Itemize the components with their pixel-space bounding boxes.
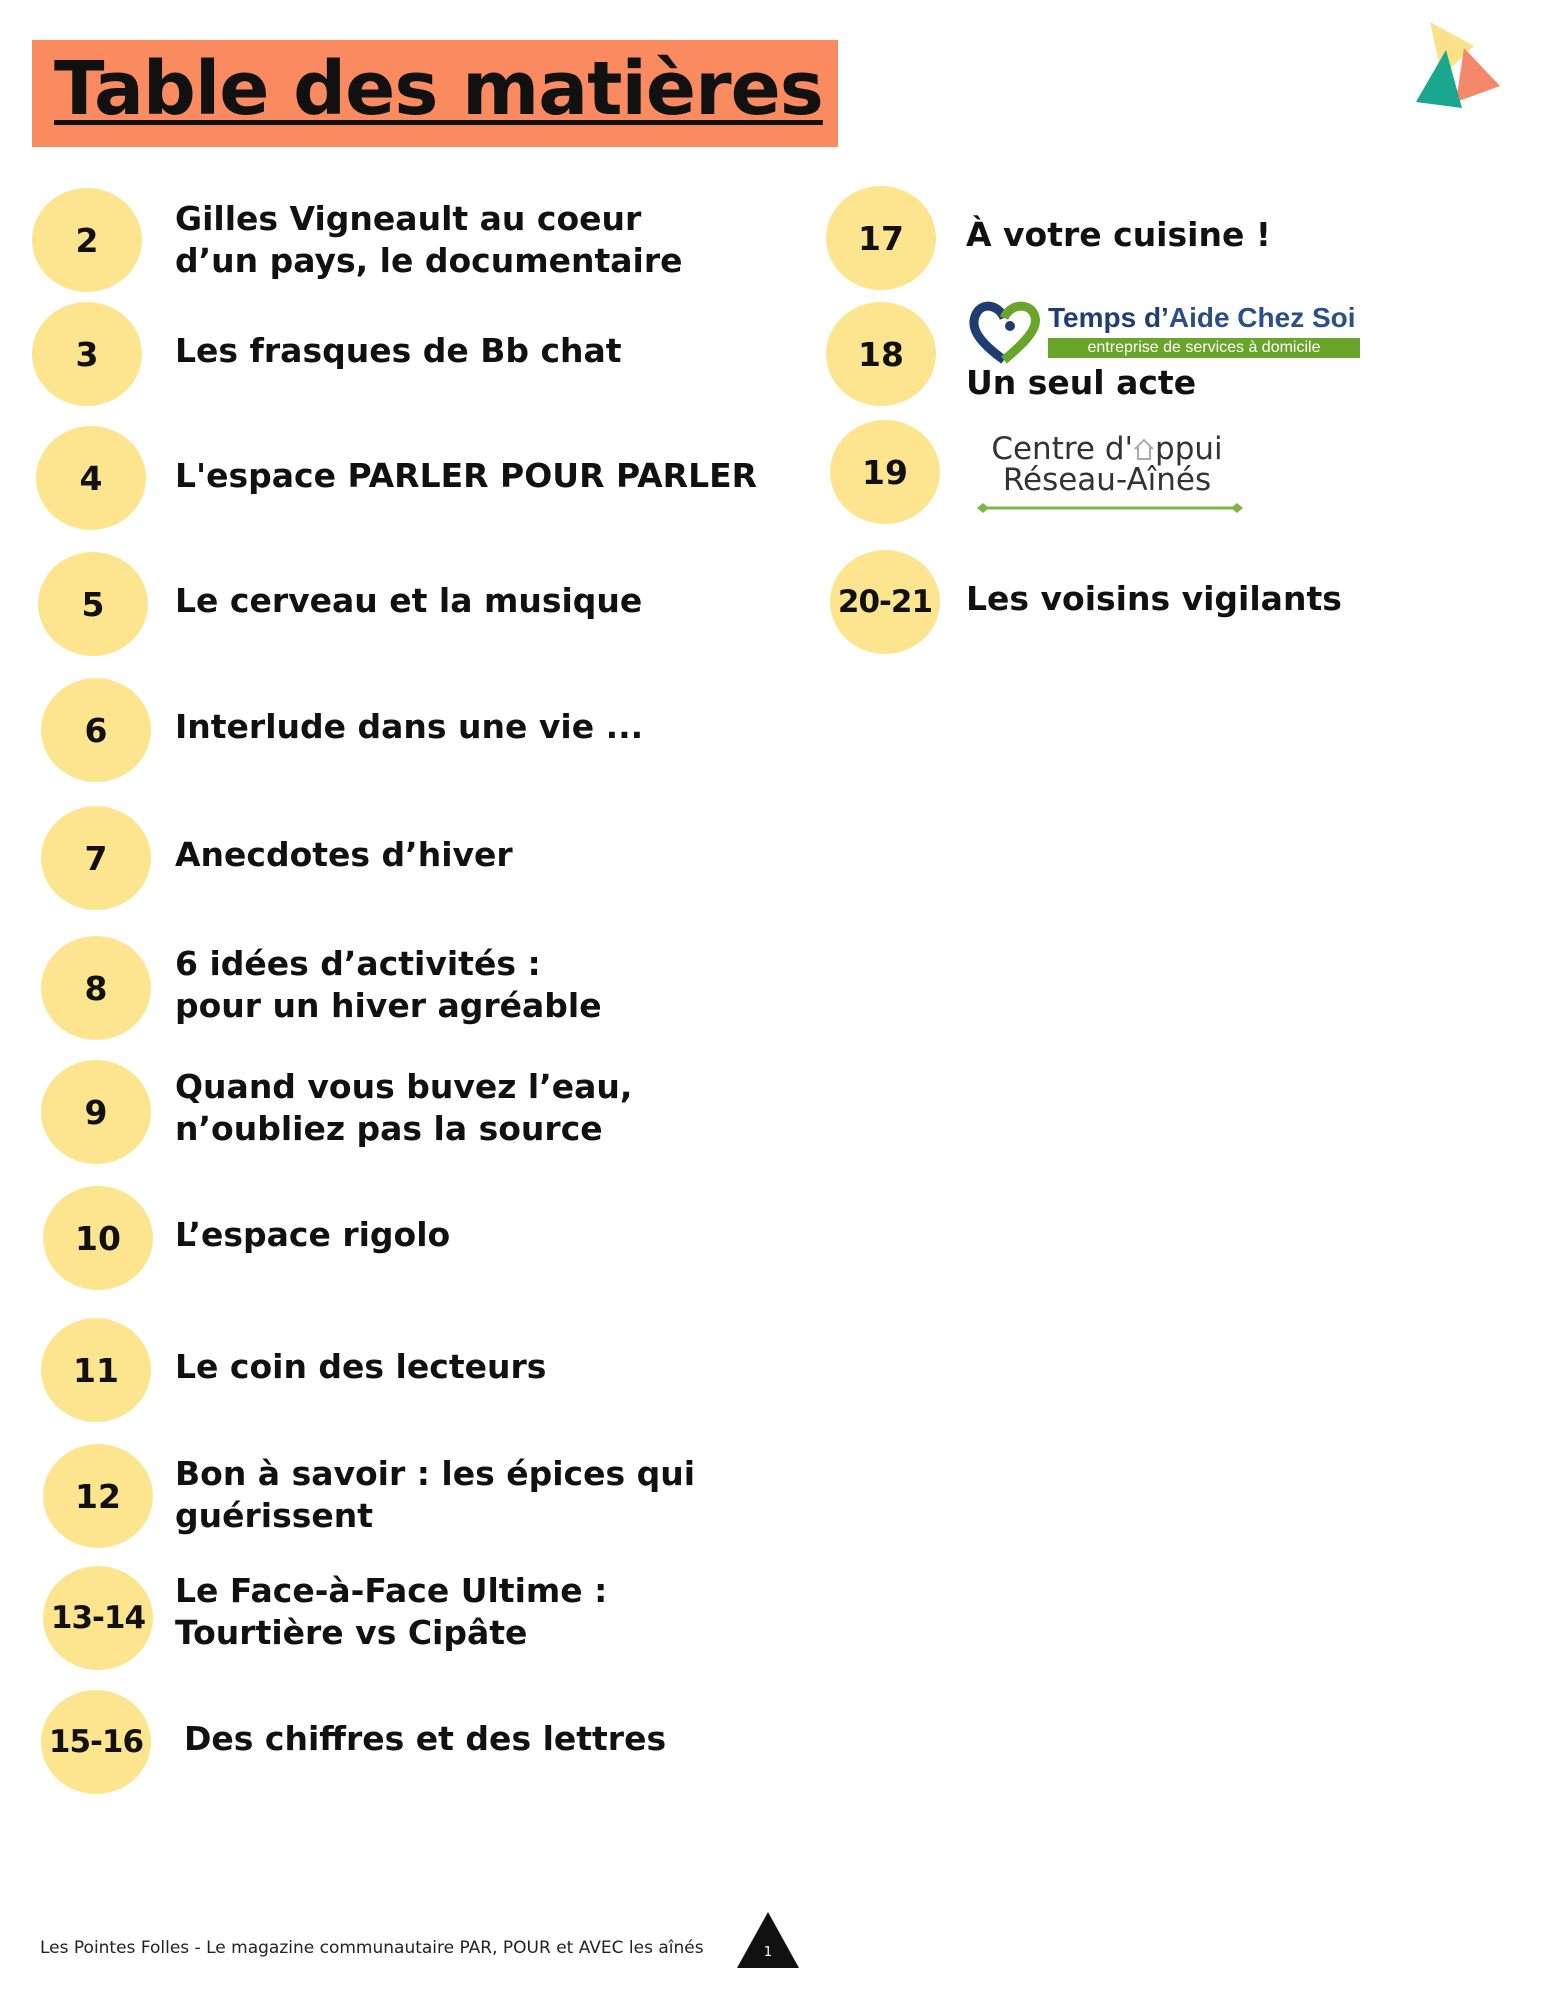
page-number-badge: 9 [41,1060,151,1164]
toc-entry-title [966,362,1196,404]
toc-entry-title [966,214,1271,256]
page-number-badge: 15-16 [41,1690,151,1794]
toc-entry-title [966,578,1342,620]
centre-underline [975,498,1255,518]
toc-entry-title-line: Un seul acte [966,363,1197,402]
toc-entry-title-line: Des chiffres et des lettres [184,1719,667,1758]
title-banner [32,40,838,147]
page-number-badge: 7 [41,806,151,910]
toc-entry-title [175,706,643,748]
toc-entry-title [175,198,683,282]
page-number-badge: 10 [43,1186,153,1290]
page-number-badge: 20-21 [830,550,940,654]
toc-entry-title-line: 6 idées d’activités : [175,944,541,983]
toc-entry-title-line: Tourtière vs Cipâte [175,1613,528,1652]
page-number-badge: 8 [41,936,151,1040]
toc-entry-title-line: guérissent [175,1496,374,1535]
page-number-badge: 13-14 [43,1566,153,1670]
toc-entry-title-line: pour un hiver agréable [175,986,602,1025]
toc-entry-title [175,1453,695,1537]
toc-entry-title-line: Gilles Vigneault au coeur [175,199,642,238]
tacs-tagline: entreprise de services à domicile [1048,338,1360,358]
toc-entry-title-line: L'espace PARLER POUR PARLER [175,456,758,495]
toc-entry-title [175,580,642,622]
page-number-badge: 17 [826,186,936,290]
centre-line1b: ppui [1155,431,1223,467]
page-number-badge: 11 [41,1318,151,1422]
footer-text: Les Pointes Folles - Le magazine communautaire PAR, POUR et AVEC les aînés [40,1938,704,1958]
page-title: Table des matières [54,46,823,132]
page-number-badge: 6 [41,678,151,782]
toc-entry-title-line: À votre cuisine ! [966,215,1271,254]
toc-entry-title [175,455,757,497]
page-number: 1 [763,1945,773,1960]
toc-entry-title-line: Le Face-à-Face Ultime : [175,1571,608,1610]
toc-entry-title [175,330,622,372]
page-number-badge: 5 [38,552,148,656]
tacs-name-rest: Aide Chez Soi [1168,302,1356,333]
toc-entry-title-line: d’un pays, le documentaire [175,241,683,280]
toc-entry-title-line: Anecdotes d’hiver [175,835,513,874]
toc-entry-title [175,1066,632,1150]
heart-icon [968,298,1040,364]
centre-appui-logo [975,431,1255,522]
page-number-badge: 12 [43,1444,153,1548]
page-number-badge: 18 [826,302,936,406]
toc-entry-title [175,834,513,876]
temps-aide-chez-soi-logo [968,298,1370,364]
page-number-badge: 2 [32,188,142,292]
toc-entry-title-line: Le coin des lecteurs [175,1347,547,1386]
toc-entry-title-line: Bon à savoir : les épices qui [175,1454,696,1493]
toc-entry-title-line: Les frasques de Bb chat [175,331,622,370]
toc-entry-title [175,943,602,1027]
toc-entry-title-line: n’oubliez pas la source [175,1109,603,1148]
toc-entry-title-line: L’espace rigolo [175,1215,451,1254]
toc-entry-title [184,1718,666,1760]
page-number-triangle [735,1910,801,1970]
page-number-badge: 19 [830,420,940,524]
toc-entry-title-line: Le cerveau et la musique [175,581,643,620]
toc-entry-title [175,1214,450,1256]
centre-line2: Réseau-Aînés [1002,462,1212,498]
tacs-name-bold: Temps d’ [1048,302,1169,333]
toc-entry-title-line: Interlude dans une vie ... [175,707,644,746]
page-number-badge: 4 [36,426,146,530]
toc-entry-title [175,1346,546,1388]
centre-line1: Centre d' [991,431,1134,467]
page-number-badge: 3 [32,302,142,406]
toc-entry-title-line: Quand vous buvez l’eau, [175,1067,633,1106]
toc-entry-title-line: Les voisins vigilants [966,579,1342,618]
magazine-logo [1390,18,1510,118]
house-icon [1133,437,1155,461]
toc-entry-title [175,1570,607,1654]
